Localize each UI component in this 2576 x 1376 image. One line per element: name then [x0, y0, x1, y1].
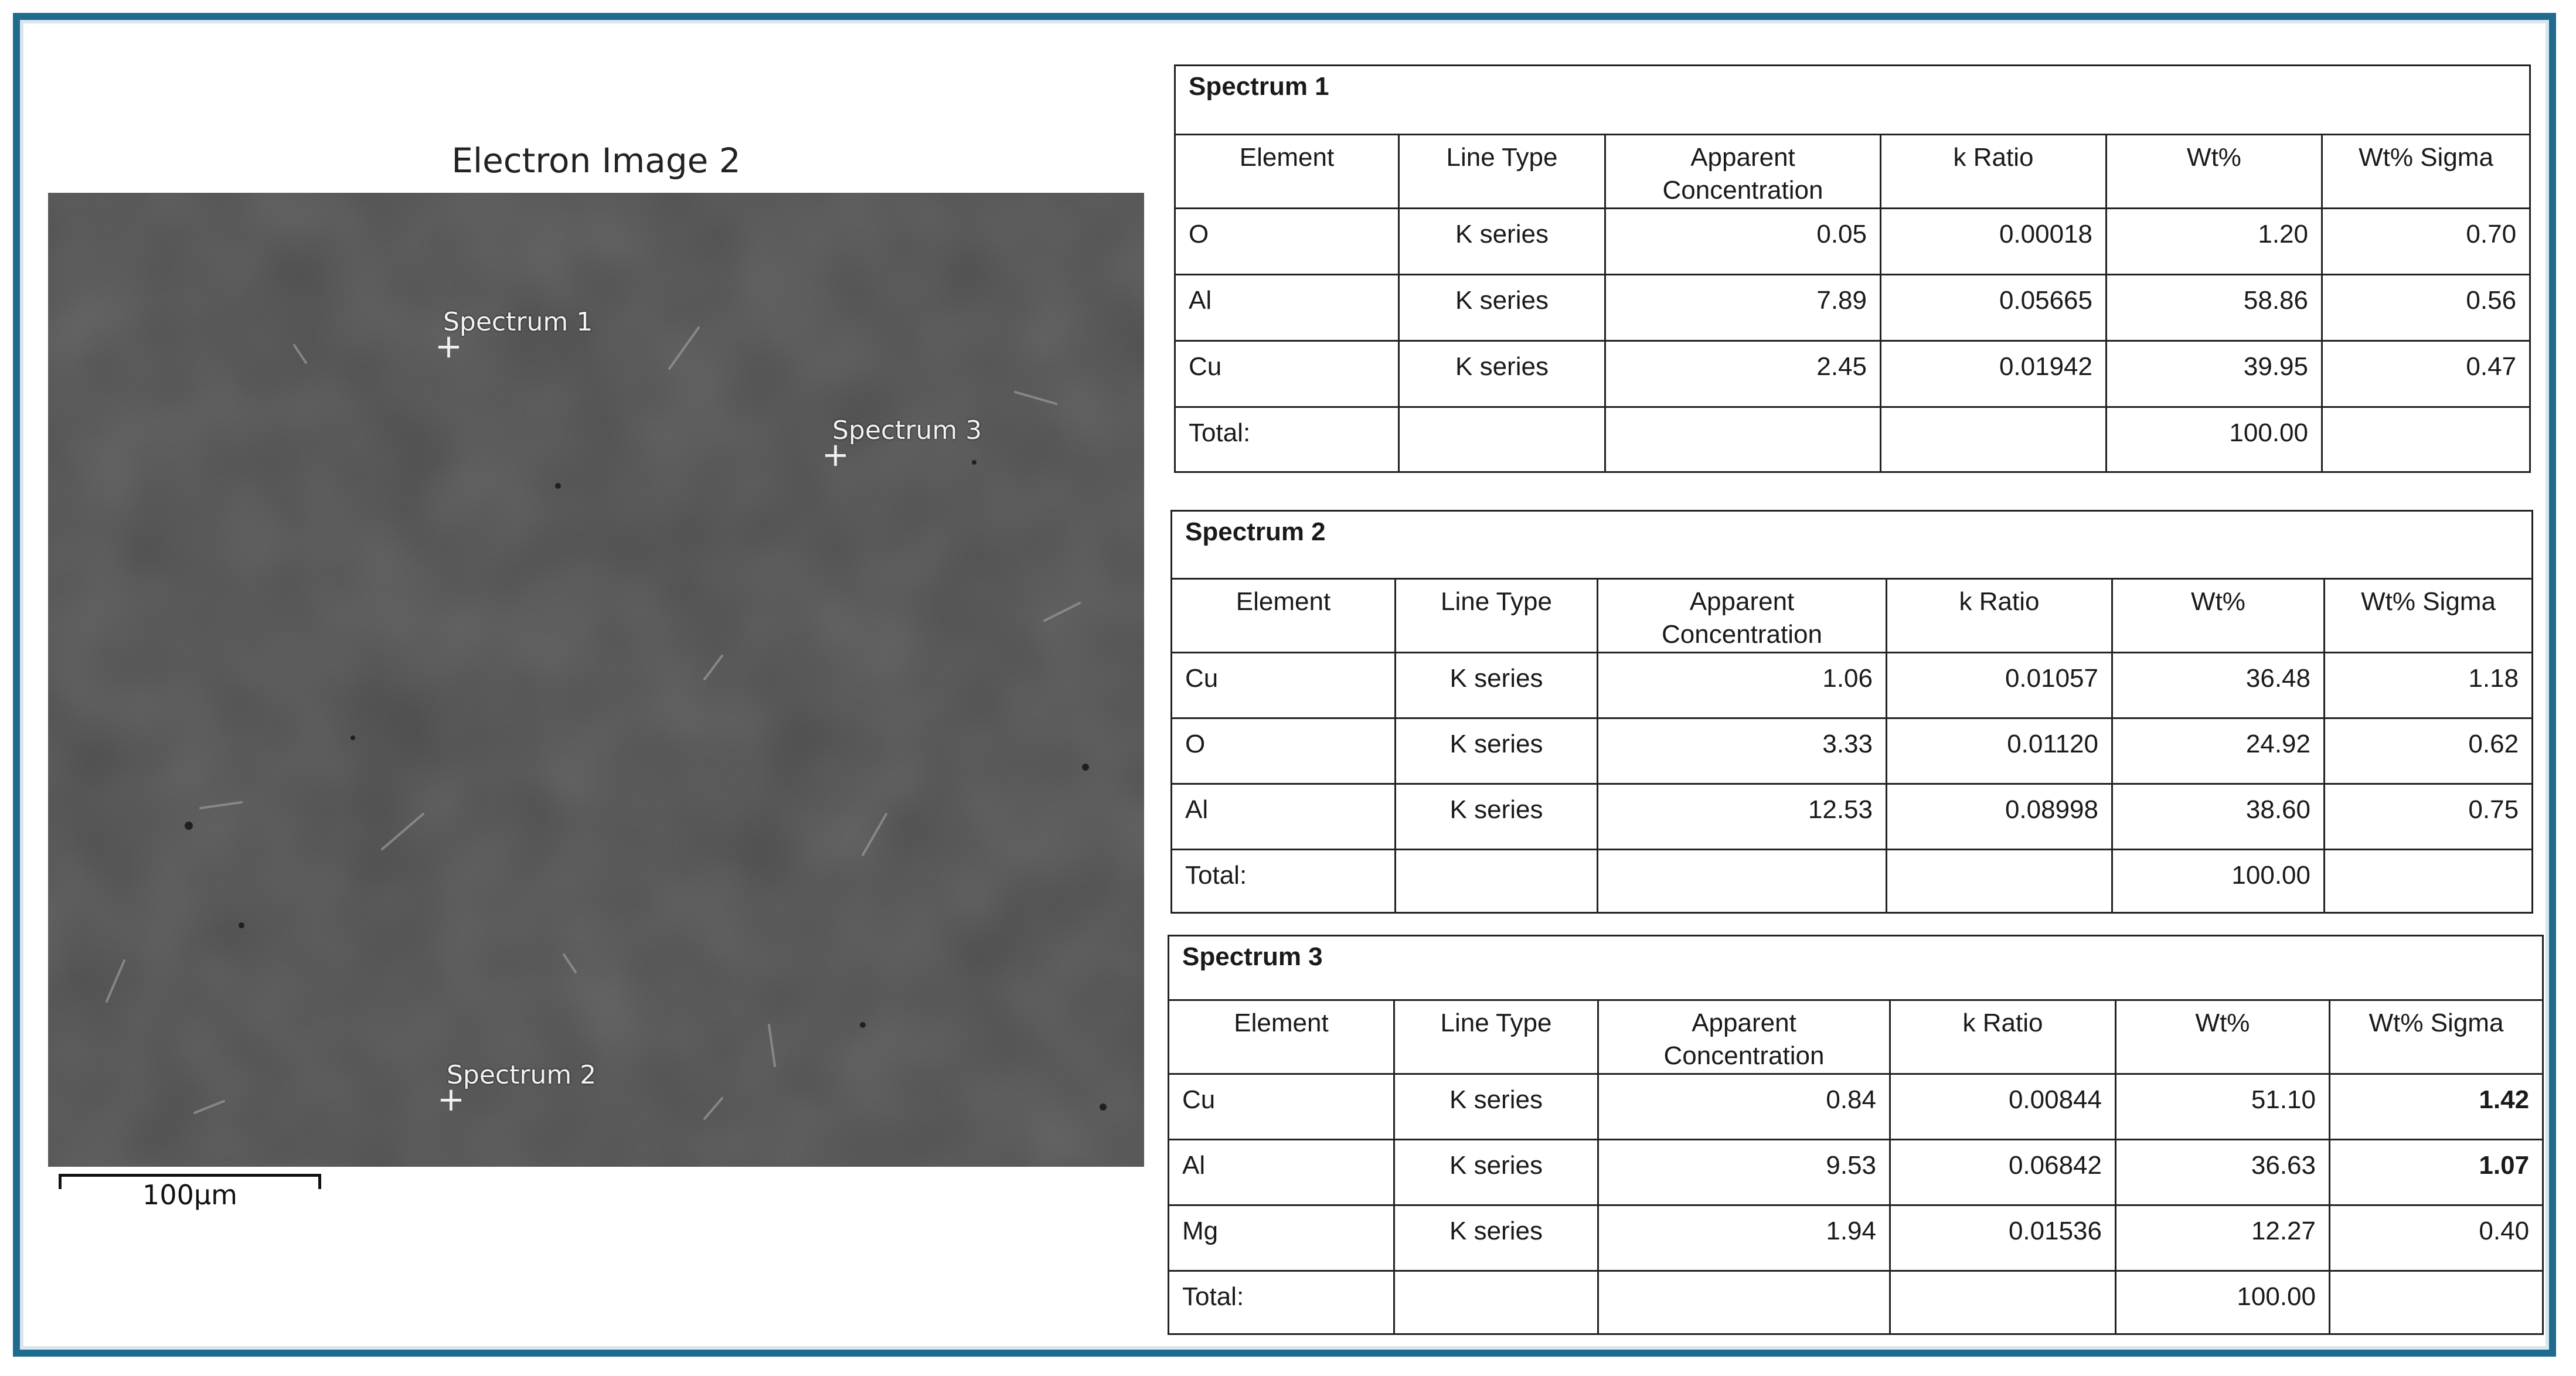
concentration-cell: 3.33 [1598, 718, 1887, 784]
k-ratio-cell: 0.00018 [1881, 208, 2107, 274]
empty-cell [1598, 849, 1887, 912]
electron-micrograph [48, 193, 1144, 1167]
line-type-cell: K series [1394, 1074, 1598, 1139]
k-ratio-cell: 0.01057 [1887, 652, 2112, 718]
table-row [1169, 1205, 2543, 1271]
k-ratio-cell: 0.05665 [1881, 274, 2107, 340]
wt-sigma-cell: 0.70 [2322, 208, 2530, 274]
element-cell: Cu [1172, 652, 1396, 718]
wt-cell: 1.20 [2107, 208, 2322, 274]
column-header: k Ratio [1887, 579, 2112, 653]
wt-sigma-cell: 0.40 [2330, 1205, 2543, 1271]
element-cell: Al [1172, 784, 1396, 849]
total-label: Total: [1172, 849, 1396, 912]
total-row [1172, 849, 2533, 912]
column-header: Line Type [1399, 135, 1605, 209]
wt-cell: 36.63 [2116, 1139, 2330, 1205]
wt-cell: 36.48 [2112, 652, 2325, 718]
element-cell: Al [1175, 274, 1399, 340]
line-type-cell: K series [1399, 208, 1605, 274]
concentration-cell: 0.05 [1605, 208, 1881, 274]
crosshair-icon: + [437, 1081, 465, 1119]
total-row [1175, 407, 2530, 472]
table-row [1172, 718, 2533, 784]
empty-cell [1598, 1271, 1890, 1334]
column-header: Wt% [2116, 1000, 2330, 1074]
empty-cell [2322, 407, 2530, 472]
table-row [1175, 340, 2530, 407]
element-cell: Al [1169, 1139, 1394, 1205]
spectrum-1-table [1174, 64, 2531, 473]
k-ratio-cell: 0.06842 [1890, 1139, 2116, 1205]
line-type-cell: K series [1399, 340, 1605, 407]
wt-sigma-cell: 0.75 [2325, 784, 2533, 849]
table-row [1172, 652, 2533, 718]
line-type-cell: K series [1394, 1139, 1598, 1205]
table-title: Spectrum 1 [1175, 66, 2530, 135]
concentration-cell: 1.94 [1598, 1205, 1890, 1271]
table-row [1175, 208, 2530, 274]
line-type-cell: K series [1396, 718, 1598, 784]
column-header: Element [1175, 135, 1399, 209]
column-header: Apparent Concentration [1598, 1000, 1890, 1074]
marker-label: Spectrum 2 [447, 1060, 597, 1090]
scale-bar-label: 100µm [142, 1179, 237, 1211]
wt-sigma-cell: 1.18 [2325, 652, 2533, 718]
empty-cell [1394, 1271, 1598, 1334]
empty-cell [1890, 1271, 2116, 1334]
wt-cell: 12.27 [2116, 1205, 2330, 1271]
column-header: Line Type [1394, 1000, 1598, 1074]
element-cell: Cu [1175, 340, 1399, 407]
concentration-cell: 1.06 [1598, 652, 1887, 718]
concentration-cell: 12.53 [1598, 784, 1887, 849]
element-cell: Cu [1169, 1074, 1394, 1139]
empty-cell [2330, 1271, 2543, 1334]
wt-cell: 38.60 [2112, 784, 2325, 849]
column-header: Element [1169, 1000, 1394, 1074]
wt-sigma-cell: 1.07 [2330, 1139, 2543, 1205]
table-row [1169, 1074, 2543, 1139]
line-type-cell: K series [1394, 1205, 1598, 1271]
empty-cell [1396, 849, 1598, 912]
line-type-cell: K series [1399, 274, 1605, 340]
table-row [1172, 784, 2533, 849]
total-label: Total: [1175, 407, 1399, 472]
column-header: Line Type [1396, 579, 1598, 653]
line-type-cell: K series [1396, 652, 1598, 718]
column-header: Wt% Sigma [2322, 135, 2530, 209]
total-label: Total: [1169, 1271, 1394, 1334]
wt-cell: 24.92 [2112, 718, 2325, 784]
empty-cell [2325, 849, 2533, 912]
wt-sigma-cell: 0.47 [2322, 340, 2530, 407]
wt-sigma-cell: 1.42 [2330, 1074, 2543, 1139]
wt-cell: 58.86 [2107, 274, 2322, 340]
column-header: Apparent Concentration [1598, 579, 1887, 653]
empty-cell [1887, 849, 2112, 912]
wt-cell: 51.10 [2116, 1074, 2330, 1139]
concentration-cell: 9.53 [1598, 1139, 1890, 1205]
k-ratio-cell: 0.01536 [1890, 1205, 2116, 1271]
column-header: Wt% [2112, 579, 2325, 653]
table-title: Spectrum 3 [1169, 936, 2543, 1000]
column-header: Apparent Concentration [1605, 135, 1881, 209]
electron-image-title: Electron Image 2 [451, 141, 741, 180]
k-ratio-cell: 0.01120 [1887, 718, 2112, 784]
spectrum-3-table [1168, 935, 2544, 1335]
wt-sigma-cell: 0.62 [2325, 718, 2533, 784]
empty-cell [1605, 407, 1881, 472]
element-cell: O [1172, 718, 1396, 784]
micrograph-texture [48, 193, 1144, 1167]
k-ratio-cell: 0.01942 [1881, 340, 2107, 407]
column-header: Wt% Sigma [2330, 1000, 2543, 1074]
element-cell: O [1175, 208, 1399, 274]
spectrum-2-table [1170, 510, 2533, 914]
wt-cell: 39.95 [2107, 340, 2322, 407]
k-ratio-cell: 0.00844 [1890, 1074, 2116, 1139]
concentration-cell: 2.45 [1605, 340, 1881, 407]
total-row [1169, 1271, 2543, 1334]
table-row [1169, 1139, 2543, 1205]
crosshair-icon: + [435, 328, 462, 366]
total-value: 100.00 [2107, 407, 2322, 472]
marker-label: Spectrum 1 [443, 307, 593, 337]
column-header: Element [1172, 579, 1396, 653]
concentration-cell: 7.89 [1605, 274, 1881, 340]
concentration-cell: 0.84 [1598, 1074, 1890, 1139]
column-header: k Ratio [1881, 135, 2107, 209]
column-header: k Ratio [1890, 1000, 2116, 1074]
k-ratio-cell: 0.08998 [1887, 784, 2112, 849]
column-header: Wt% Sigma [2325, 579, 2533, 653]
element-cell: Mg [1169, 1205, 1394, 1271]
crosshair-icon: + [822, 436, 849, 474]
line-type-cell: K series [1396, 784, 1598, 849]
empty-cell [1881, 407, 2107, 472]
column-header: Wt% [2107, 135, 2322, 209]
empty-cell [1399, 407, 1605, 472]
marker-label: Spectrum 3 [832, 415, 982, 445]
wt-sigma-cell: 0.56 [2322, 274, 2530, 340]
total-value: 100.00 [2112, 849, 2325, 912]
table-title: Spectrum 2 [1172, 511, 2533, 579]
total-value: 100.00 [2116, 1271, 2330, 1334]
table-row [1175, 274, 2530, 340]
